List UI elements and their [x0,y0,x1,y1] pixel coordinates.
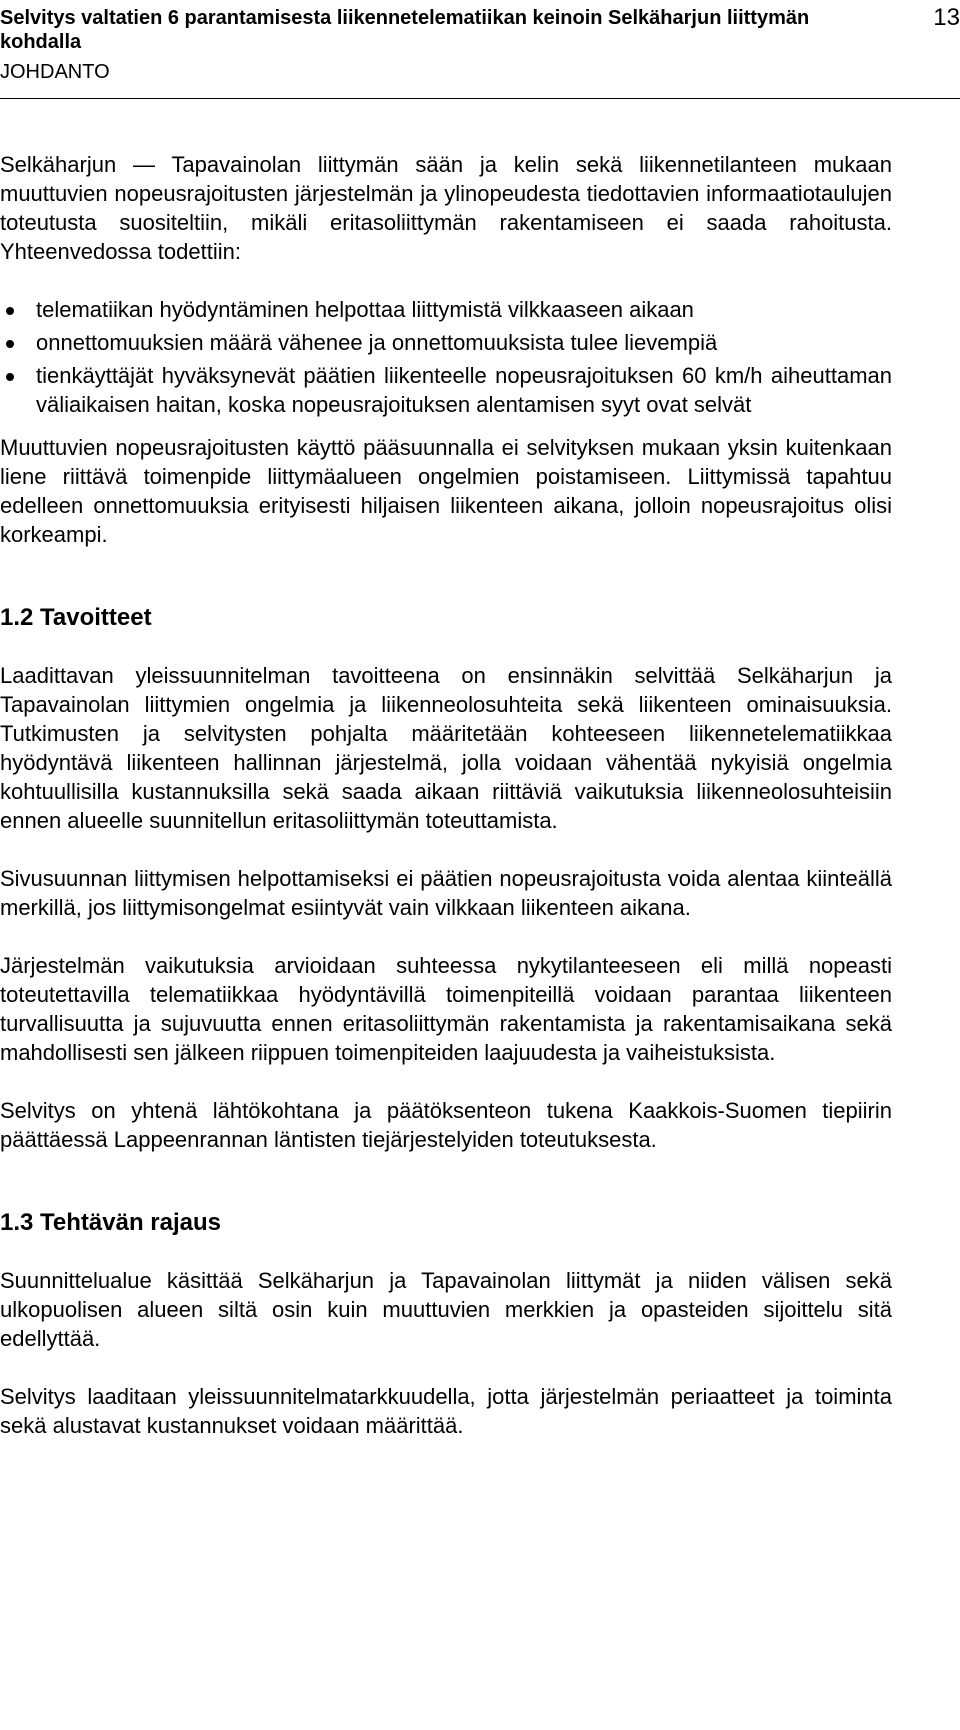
intro-conclusion-paragraph: Muuttuvien nopeusrajoitusten käyttö pääsuunnalla ei selvityksen mukaan yksin kuitenkaan liene riittävä toimenpide liittymäalueen ongelmien poistamiseen. Liittymissä tapahtuu edelleen onnettomuuksia erityisesti hiljaisen liikenteen aikana, jolloin nopeusrajoitus olisi korkeampi. [0,435,892,547]
bullet-icon [6,307,14,315]
list-item-text: onnettomuuksien määrä vähenee ja onnettomuuksista tulee lievempiä [36,330,718,355]
page-header [0,0,960,99]
list-item [0,295,892,324]
page-body [0,150,892,1469]
list-item-text: telematiikan hyödyntäminen helpottaa liittymistä vilkkaaseen aikaan [36,297,694,322]
list-item-text: tienkäyttäjät hyväksynevät päätien liikenteelle nopeusrajoituksen 60 km/h aiheuttaman väliaikaisen haitan, koska nopeusrajoituksen alentamisen syyt ovat selvät [36,363,892,417]
tavoitteet-paragraph: Sivusuunnan liittymisen helpottamiseksi ei päätien nopeusrajoitusta voida alentaa kiinteällä merkillä, jos liittymisongelmat esiintyvät vain vilkkaan liikenteen aikana. [0,866,892,920]
bullet-icon [6,373,14,381]
rajaus-paragraph: Selvitys laaditaan yleissuunnitelmatarkkuudella, jotta järjestelmän periaatteet ja toiminta sekä alustavat kustannukset voidaan määrittää. [0,1384,892,1438]
tavoitteet-paragraph: Järjestelmän vaikutuksia arvioidaan suhteessa nykytilanteeseen eli millä nopeasti toteutettavilla telematiikkaa hyödyntävillä toimenpiteillä voidaan parantaa liikenteen turvallisuutta ja sujuvuutta ennen eritasoliittymän rakentamista ja rakentamisaikana sekä mahdollisesti sen jälkeen riippuen toimenpiteiden laajuudesta ja vaiheistuksista. [0,953,892,1065]
section-label: JOHDANTO [0,61,110,83]
heading-tehtavan-rajaus: 1.3 Tehtävän rajaus [0,1209,221,1236]
rajaus-paragraph: Suunnittelualue käsittää Selkäharjun ja Tapavainolan liittymät ja niiden välisen sekä ulkopuolisen alueen siltä osin kuin muuttuvien merkkien ja opasteiden sijoittelu sitä edellyttää. [0,1268,892,1351]
heading-tavoitteet: 1.2 Tavoitteet [0,604,152,631]
bullet-icon [6,340,14,348]
list-item [0,361,892,419]
summary-list [0,295,892,419]
list-item [0,328,892,357]
intro-paragraph: Selkäharjun — Tapavainolan liittymän sään ja kelin sekä liikennetilanteen mukaan muuttuvien nopeusrajoitusten järjestelmän ja ylinopeudesta tiedottavien informaatiotaulujen toteutusta suositeltiin, mikäli eritasoliittymän rakentamiseen ei saada rahoitusta. Yhteenvedossa todettiin: [0,152,892,264]
tavoitteet-paragraph: Laadittavan yleissuunnitelman tavoitteena on ensinnäkin selvittää Selkäharjun ja Tapavainolan liittymien ongelmia ja liikenneolosuhteita sekä liikenteen ominaisuuksia. Tutkimusten ja selvitysten pohjalta määritetään kohteeseen liikennetelematiikkaa hyödyntävä liikenteen hallinnan järjestelmä, jolla voidaan vähentää nykyisiä ongelmia kohtuullisilla kustannuksilla sekä saada aikaan riittäviä vaikutuksia liikenneolosuhteisiin ennen alueelle suunnitellun eritasoliittymän toteuttamista. [0,663,892,833]
page-number: 13 [933,4,960,31]
document-title: Selvitys valtatien 6 parantamisesta liikennetelematiikan keinoin Selkäharjun liittymän kohdalla [0,7,810,53]
tavoitteet-paragraph: Selvitys on yhtenä lähtökohtana ja päätöksenteon tukena Kaakkois-Suomen tiepiirin päättäessä Lappeenrannan läntisten tiejärjestelyiden toteutuksesta. [0,1098,892,1152]
